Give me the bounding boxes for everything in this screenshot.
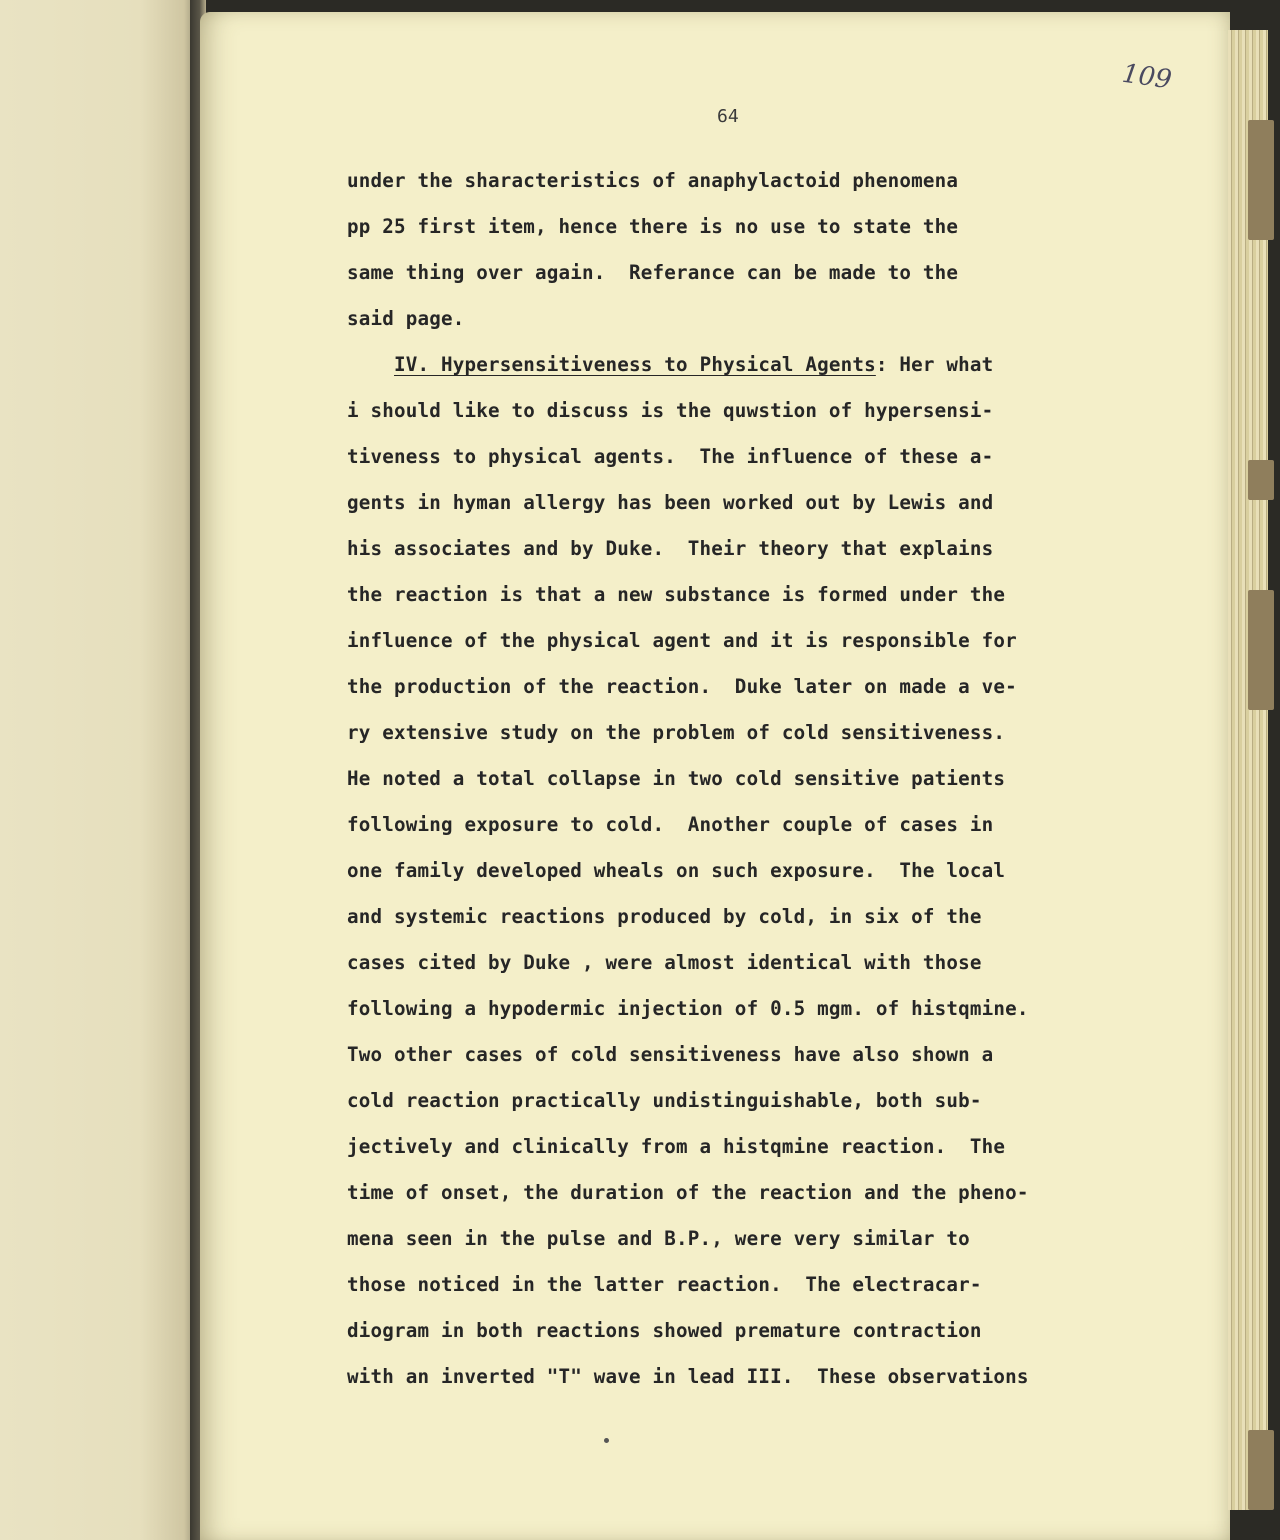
text-line — [347, 756, 1137, 802]
page-tab — [1248, 590, 1274, 710]
text-line — [347, 526, 1137, 572]
text-line — [347, 802, 1137, 848]
line-text: jectively and clinically from a histqmine reaction. The — [347, 1135, 1006, 1158]
text-line — [347, 1170, 1137, 1216]
page-tab — [1248, 120, 1274, 240]
text-line — [347, 158, 1137, 204]
text-line — [347, 848, 1137, 894]
line-text: pp 25 first item, hence there is no use to state the — [347, 215, 959, 238]
line-text: ry extensive study on the problem of cold sensitiveness. — [347, 721, 1006, 744]
line-text: cold reaction practically undistinguishable, both sub- — [347, 1089, 982, 1112]
page-tab — [1248, 460, 1274, 500]
text-line — [347, 1216, 1137, 1262]
line-text: He noted a total collapse in two cold sensitive patients — [347, 767, 1006, 790]
line-text: mena seen in the pulse and B.P., were very similar to — [347, 1227, 970, 1250]
line-text: one family developed wheals on such exposure. The local — [347, 859, 1006, 882]
text-line — [347, 664, 1137, 710]
line-indent — [347, 353, 394, 376]
facing-page — [0, 0, 200, 1540]
page-tab — [1248, 1430, 1274, 1510]
line-text: i should like to discuss is the quwstion of hypersensi- — [347, 399, 994, 422]
text-line — [347, 986, 1137, 1032]
line-text: : Her what — [875, 353, 994, 376]
text-line — [347, 618, 1137, 664]
line-text: said page. — [347, 307, 465, 330]
line-text: tiveness to physical agents. The influence of these a- — [347, 445, 994, 468]
text-line — [347, 710, 1137, 756]
bleed-through-text — [0, 120, 200, 166]
text-line — [347, 388, 1137, 434]
text-line — [347, 1354, 1137, 1400]
ink-dot — [604, 1438, 609, 1443]
text-line — [347, 1262, 1137, 1308]
line-text: time of onset, the duration of the reaction and the pheno- — [347, 1181, 1029, 1204]
line-text: with an inverted "T" wave in lead III. These observations — [347, 1365, 1029, 1388]
text-line — [347, 940, 1137, 986]
section-heading: IV. Hypersensitiveness to Physical Agents — [394, 353, 876, 376]
typed-body-text — [347, 158, 1137, 1400]
line-text: Two other cases of cold sensitiveness have also shown a — [347, 1043, 994, 1066]
text-line — [347, 894, 1137, 940]
line-text: under the sharacteristics of anaphylactoid phenomena — [347, 169, 959, 192]
text-line — [347, 1124, 1137, 1170]
line-text: the reaction is that a new substance is formed under the — [347, 583, 1006, 606]
text-line — [347, 204, 1137, 250]
line-text: gents in hyman allergy has been worked out by Lewis and — [347, 491, 994, 514]
page-edges — [1228, 30, 1268, 1510]
text-line — [347, 572, 1137, 618]
text-line — [347, 480, 1137, 526]
line-text: cases cited by Duke , were almost identical with those — [347, 951, 982, 974]
text-line — [347, 1078, 1137, 1124]
line-text: those noticed in the latter reaction. The electracar- — [347, 1273, 982, 1296]
line-text: following exposure to cold. Another couple of cases in — [347, 813, 994, 836]
page-number: 64 — [717, 106, 739, 127]
archive-number: 109 — [1120, 58, 1174, 96]
line-text: and systemic reactions produced by cold, in six of the — [347, 905, 982, 928]
text-line — [347, 1032, 1137, 1078]
line-text: following a hypodermic injection of 0.5 mgm. of histqmine. — [347, 997, 1029, 1020]
line-text: the production of the reaction. Duke later on made a ve- — [347, 675, 1017, 698]
line-text: diogram in both reactions showed premature contraction — [347, 1319, 982, 1342]
text-line — [347, 1308, 1137, 1354]
line-text: influence of the physical agent and it is responsible for — [347, 629, 1017, 652]
text-line — [347, 296, 1137, 342]
text-line — [347, 342, 1137, 388]
text-line — [347, 250, 1137, 296]
text-line — [347, 434, 1137, 480]
line-text: his associates and by Duke. Their theory that explains — [347, 537, 994, 560]
line-text: same thing over again. Referance can be made to the — [347, 261, 959, 284]
